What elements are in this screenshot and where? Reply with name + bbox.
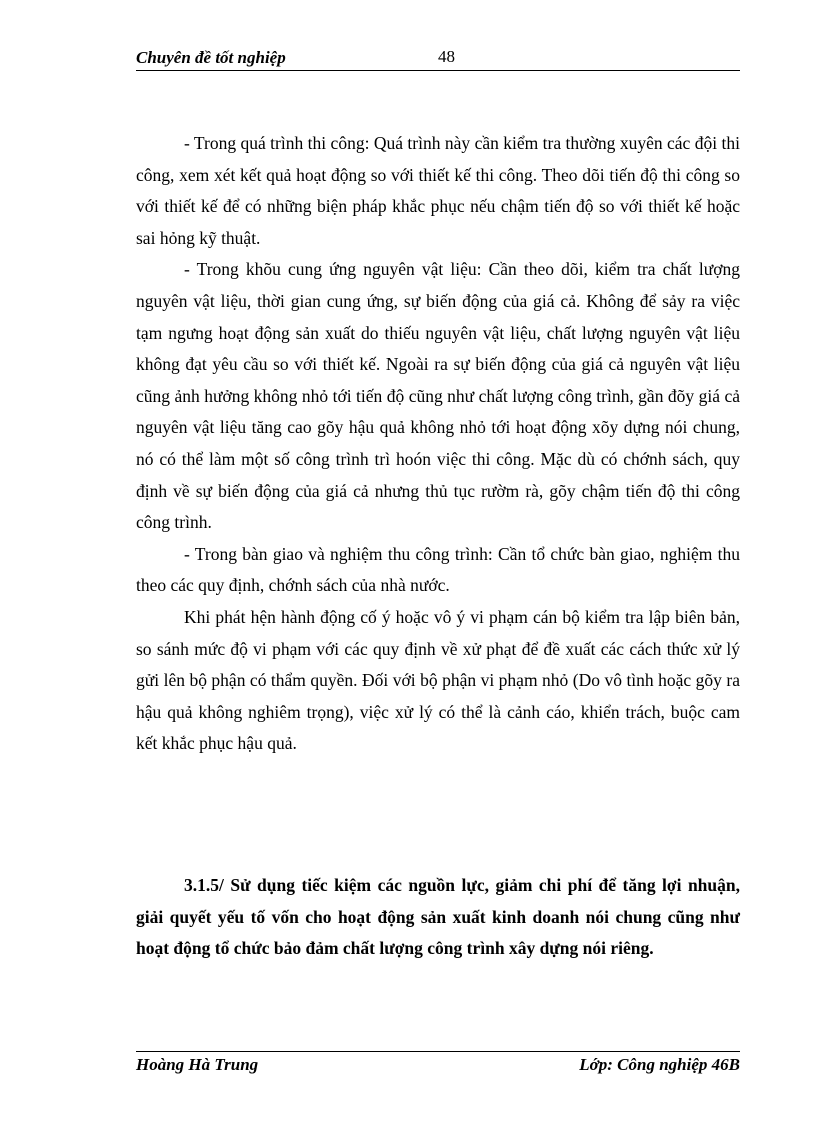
paragraph: - Trong bàn giao và nghiệm thu công trình: Cần tổ chức bàn giao, nghiệm thu theo các quy định, chớnh sách của nhà nước. <box>136 543 740 596</box>
header-title: Chuyên đề tốt nghiệp <box>136 48 286 67</box>
paragraph: Khi phát hện hành động cố ý hoặc vô ý vi phạm cán bộ kiểm tra lập biên bản, so sánh mức độ vi phạm với các quy định về xử phạt để đề xuất các cách thức xử lý gửi lên bộ phận có thẩm quyền. Đối với bộ phận vi phạm nhỏ (Do vô tình hoặc gõy ra hậu quả không nghiêm trọng), việc xử lý có thể là cảnh cáo, khiển trách, buộc cam kết khắc phục hậu quả. <box>136 606 740 754</box>
paragraph: - Trong khõu cung ứng nguyên vật liệu: Cần theo dõi, kiểm tra chất lượng nguyên vật liệu, thời gian cung ứng, sự biến động của giá cả. Không để sảy ra việc tạm ngưng hoạt động sản xuất do thiếu nguyên vật liệu, chất lượng nguyên vật liệu không đạt yêu cầu so với thiết kế. Ngoài ra sự biến động của giá cả nguyên vật liệu cũng ảnh hưởng không nhỏ tới tiến độ cũng như chất lượng công trình, gần đõy giá cả nguyên vật liệu tăng cao gõy hậu quả không nhỏ tới hoạt động xõy dựng nói chung, nó có thể làm một số công trình trì hoón việc thi công. Mặc dù có chớnh sách, quy định về sự biến động của giá cả nhưng thủ tục rườm rà, gõy chậm tiến độ thi công công trình. <box>136 259 740 533</box>
footer-class: Lớp: Công nghiệp 46B <box>579 1055 740 1074</box>
document-body <box>136 128 740 760</box>
paragraph: - Trong quá trình thi công: Quá trình này cần kiểm tra thường xuyên các đội thi công, xem xét kết quả hoạt động so với thiết kế thi công. Theo dõi tiến độ thi công so với thiết kế để có những biện pháp khắc phục nếu chậm tiến độ so với thiết kế hoặc sai hỏng kỹ thuật. <box>136 133 740 248</box>
footer-author: Hoàng Hà Trung <box>136 1055 259 1074</box>
page-number: 48 <box>438 47 455 66</box>
page-header <box>136 48 740 71</box>
section-heading: 3.1.5/ Sử dụng tiếc kiệm các nguồn lực, giảm chi phí để tăng lợi nhuận, giải quyết yếu tố vốn cho hoạt động sản xuất kinh doanh nói chung cũng như hoạt động tổ chức bảo đảm chất lượng công trình xây dựng nói riêng. <box>136 875 740 959</box>
page-footer <box>136 1051 740 1078</box>
